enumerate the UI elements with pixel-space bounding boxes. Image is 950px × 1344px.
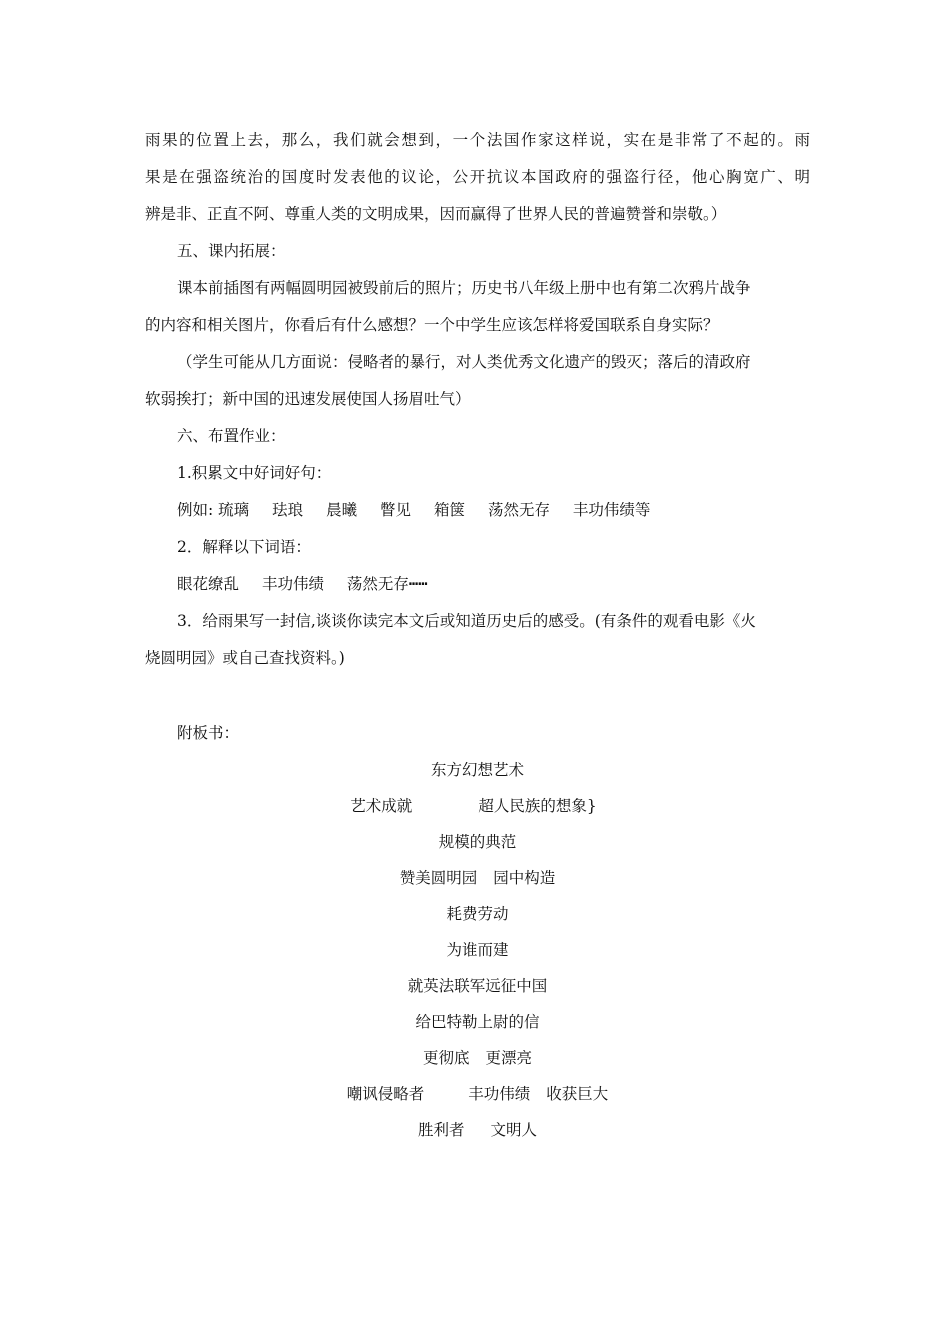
board-row: 给巴特勒上尉的信	[415, 1013, 540, 1031]
board-cell: 文明人	[490, 1121, 538, 1139]
board-row	[145, 1112, 810, 1148]
paragraph-line: （学生可能从几方面说：侵略者的暴行，对人类优秀文化遗产的毁灭；落后的清政府	[177, 353, 751, 371]
example-word: 晨曦	[326, 501, 358, 519]
section-heading-extension: 五、课内拓展：	[177, 242, 286, 260]
board-cell: 更漂亮	[485, 1049, 533, 1067]
board-cell: 收获巨大	[546, 1085, 609, 1103]
example-word: 丰功伟绩等	[572, 501, 651, 519]
lesson-body	[145, 122, 810, 752]
board-row	[145, 860, 810, 896]
blackboard-outline	[145, 752, 810, 1148]
paragraph-line: 雨果的位置上去，那么，我们就会想到，一个法国作家这样说，实在是非常了不起的。雨	[145, 131, 810, 149]
board-row: 耗费劳动	[446, 905, 509, 923]
board-row: 规模的典范	[438, 833, 517, 851]
term-word: 荡然无存┅┅	[346, 575, 428, 593]
example-word: 瞥见	[380, 501, 412, 519]
term-word: 眼花缭乱	[177, 575, 240, 593]
board-cell: 胜利者	[417, 1121, 465, 1139]
paragraph-line: 辨是非、正直不阿、尊重人类的文明成果，因而赢得了世界人民的普遍赞誉和崇敬。）	[145, 205, 727, 223]
homework-item-3: 3．给雨果写一封信,谈谈你读完本文后或知道历史后的感受。(有条件的观看电影《火	[177, 612, 756, 630]
paragraph-line: 课本前插图有两幅圆明园被毁前后的照片；历史书八年级上册中也有第二次鸦片战争	[177, 279, 751, 297]
board-row	[145, 788, 810, 824]
spacer	[145, 677, 810, 715]
board-row: 就英法联军远征中国	[407, 977, 548, 995]
homework-examples	[145, 492, 810, 529]
board-cell: 更彻底	[422, 1049, 470, 1067]
section-heading-homework: 六、布置作业：	[177, 427, 286, 445]
board-cell: 嘲讽侵略者	[346, 1085, 425, 1103]
board-row	[145, 1040, 810, 1076]
board-cell: 超人民族的想象}	[478, 797, 597, 815]
paragraph-line: 软弱挨打；新中国的迅速发展使国人扬眉吐气）	[145, 390, 471, 408]
board-row	[145, 1076, 810, 1112]
example-prefix: 例如:	[177, 501, 214, 519]
board-cell: 艺术成就	[350, 797, 413, 815]
term-word: 丰功伟绩	[261, 575, 324, 593]
example-word: 琉璃	[218, 501, 250, 519]
board-cell: 园中构造	[493, 869, 556, 887]
example-word: 箱箧	[433, 501, 465, 519]
board-heading: 附板书：	[177, 724, 240, 742]
homework-item-2: 2．解释以下词语：	[177, 538, 311, 556]
paragraph-line: 烧圆明园》或自己查找资料。)	[145, 649, 345, 667]
homework-item-1: 1.积累文中好词好句：	[177, 464, 332, 482]
board-cell: 丰功伟绩	[468, 1085, 531, 1103]
paragraph-line: 的内容和相关图片，你看后有什么感想？一个中学生应该怎样将爱国联系自身实际？	[145, 316, 719, 334]
example-word: 珐琅	[272, 501, 304, 519]
board-row: 东方幻想艺术	[430, 761, 524, 779]
board-cell: 赞美圆明园	[399, 869, 478, 887]
homework-terms	[145, 566, 810, 603]
board-row: 为谁而建	[446, 941, 509, 959]
paragraph-line: 果是在强盗统治的国度时发表他的议论，公开抗议本国政府的强盗行径，他心胸宽广、明	[145, 168, 810, 186]
example-word: 荡然无存	[487, 501, 550, 519]
